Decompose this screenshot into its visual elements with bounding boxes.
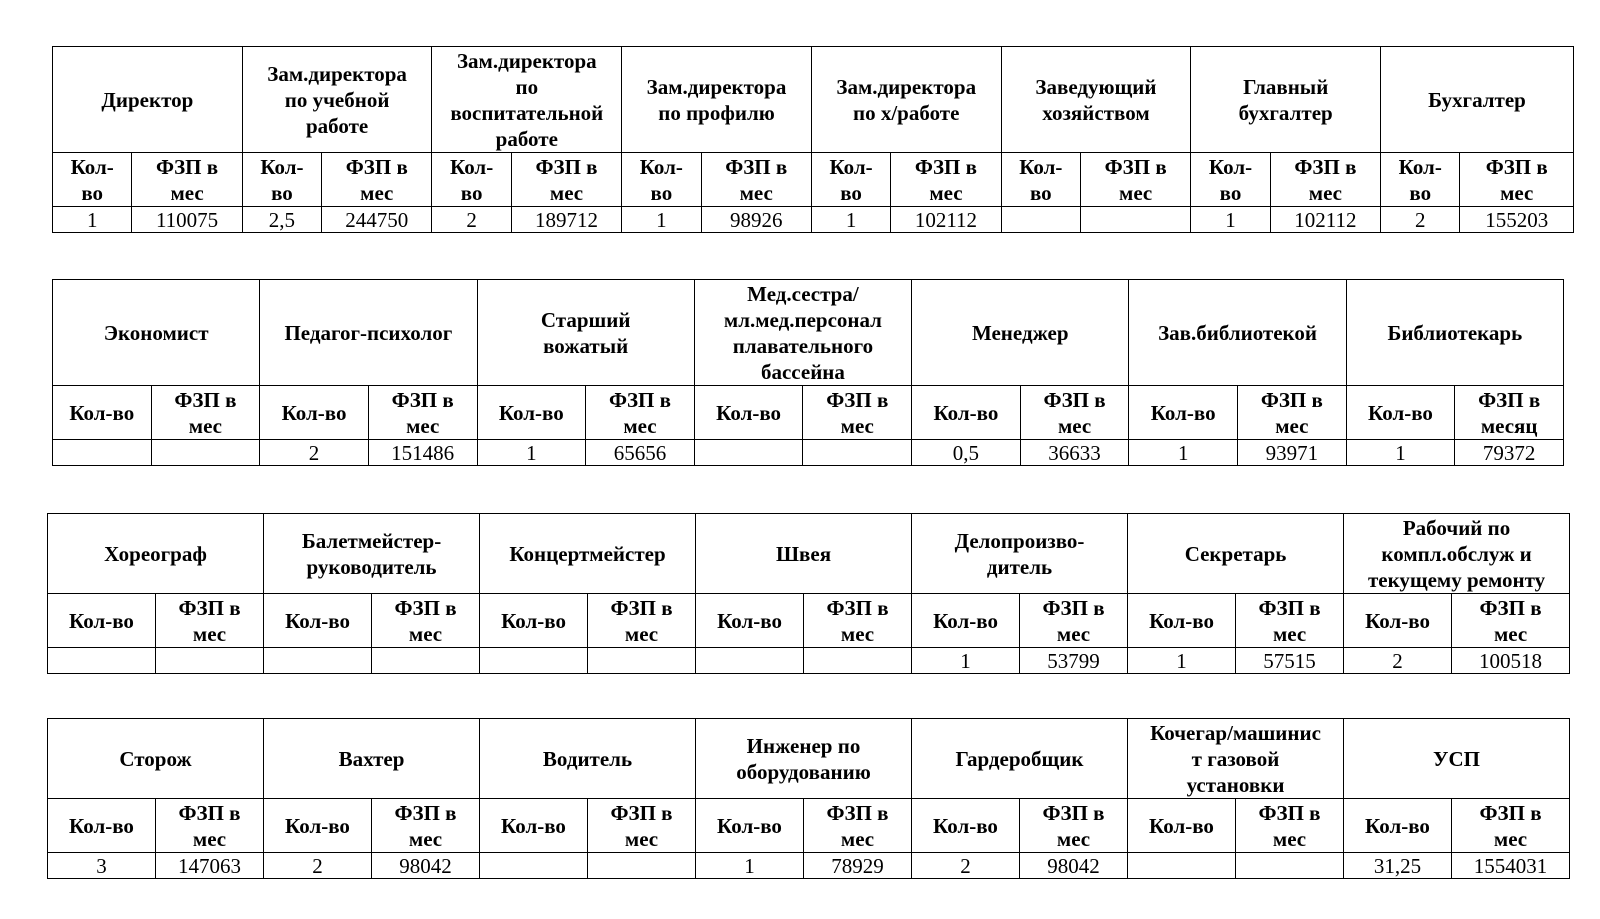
- fzp-header: ФЗП в мес: [1238, 386, 1347, 440]
- qty-header: Кол-во: [264, 799, 372, 853]
- position-header: Главный бухгалтер: [1191, 47, 1381, 153]
- position-header: Водитель: [480, 719, 696, 799]
- qty-header: Кол-во: [480, 799, 588, 853]
- qty-cell: [480, 853, 588, 879]
- position-header: Хореограф: [48, 514, 264, 594]
- fzp-cell: 98042: [372, 853, 480, 879]
- position-header: Зам.директора по профилю: [622, 47, 812, 153]
- qty-header: Кол-во: [694, 386, 803, 440]
- fzp-header: ФЗП в мес: [372, 799, 480, 853]
- position-header: Библиотекарь: [1346, 280, 1563, 386]
- qty-header: Кол- во: [242, 153, 321, 207]
- qty-cell: 1: [622, 207, 701, 233]
- qty-cell: 1: [811, 207, 890, 233]
- position-header: Экономист: [53, 280, 260, 386]
- fzp-header: ФЗП в мес: [1080, 153, 1190, 207]
- qty-header: Кол-во: [912, 386, 1021, 440]
- fzp-header: ФЗП в мес: [1020, 594, 1128, 648]
- qty-cell: 0,5: [912, 440, 1021, 466]
- qty-cell: [1001, 207, 1080, 233]
- qty-header: Кол-во: [1128, 594, 1236, 648]
- qty-cell: 1: [1191, 207, 1270, 233]
- fzp-header: ФЗП в мес: [1020, 799, 1128, 853]
- position-header: Мед.сестра/ мл.мед.персонал плавательного бассейна: [694, 280, 911, 386]
- qty-cell: 2: [432, 207, 511, 233]
- qty-header: Кол- во: [1191, 153, 1270, 207]
- fzp-cell: [588, 853, 696, 879]
- fzp-cell: 93971: [1238, 440, 1347, 466]
- qty-cell: [53, 440, 152, 466]
- fzp-header: ФЗП в месяц: [1455, 386, 1564, 440]
- fzp-header: ФЗП в мес: [588, 594, 696, 648]
- position-header: Старший вожатый: [477, 280, 694, 386]
- qty-header: Кол-во: [1346, 386, 1455, 440]
- fzp-cell: [588, 648, 696, 674]
- fzp-header: ФЗП в мес: [372, 594, 480, 648]
- qty-cell: 2,5: [242, 207, 321, 233]
- qty-header: Кол- во: [1001, 153, 1080, 207]
- fzp-cell: [1236, 853, 1344, 879]
- fzp-cell: 98926: [701, 207, 811, 233]
- fzp-header: ФЗП в мес: [1236, 799, 1344, 853]
- position-header: Гардеробщик: [912, 719, 1128, 799]
- qty-header: Кол- во: [1381, 153, 1460, 207]
- qty-header: Кол-во: [48, 799, 156, 853]
- qty-cell: 2: [1381, 207, 1460, 233]
- fzp-header: ФЗП в мес: [804, 594, 912, 648]
- qty-header: Кол-во: [912, 799, 1020, 853]
- position-header: Бухгалтер: [1381, 47, 1574, 153]
- fzp-header: ФЗП в мес: [156, 594, 264, 648]
- position-header: Зам.директора по х/работе: [811, 47, 1001, 153]
- position-header: Рабочий по компл.обслуж и текущему ремонту: [1344, 514, 1570, 594]
- position-header: Сторож: [48, 719, 264, 799]
- fzp-cell: 151486: [368, 440, 477, 466]
- qty-cell: 1: [1129, 440, 1238, 466]
- fzp-header: ФЗП в мес: [804, 799, 912, 853]
- qty-header: Кол-во: [477, 386, 586, 440]
- qty-cell: 31,25: [1344, 853, 1452, 879]
- fzp-header: ФЗП в мес: [151, 386, 260, 440]
- fzp-header: ФЗП в мес: [1452, 594, 1570, 648]
- fzp-header: ФЗП в мес: [156, 799, 264, 853]
- qty-cell: 1: [53, 207, 132, 233]
- fzp-cell: [372, 648, 480, 674]
- fzp-cell: 110075: [132, 207, 242, 233]
- fzp-header: ФЗП в мес: [322, 153, 432, 207]
- qty-cell: 2: [264, 853, 372, 879]
- fzp-cell: [156, 648, 264, 674]
- position-header: Педагог-психолог: [260, 280, 477, 386]
- qty-cell: [696, 648, 804, 674]
- fzp-header: ФЗП в мес: [1460, 153, 1574, 207]
- fzp-header: ФЗП в мес: [368, 386, 477, 440]
- fzp-cell: 53799: [1020, 648, 1128, 674]
- fzp-header: ФЗП в мес: [588, 799, 696, 853]
- qty-header: Кол-во: [696, 799, 804, 853]
- qty-cell: 2: [1344, 648, 1452, 674]
- position-header: Зам.директора по воспитательной работе: [432, 47, 622, 153]
- position-header: Зав.библиотекой: [1129, 280, 1346, 386]
- qty-header: Кол-во: [53, 386, 152, 440]
- position-header: Балетмейстер- руководитель: [264, 514, 480, 594]
- fzp-cell: [804, 648, 912, 674]
- position-header: УСП: [1344, 719, 1570, 799]
- fzp-cell: 1554031: [1452, 853, 1570, 879]
- fzp-header: ФЗП в мес: [1236, 594, 1344, 648]
- qty-cell: 1: [477, 440, 586, 466]
- position-header: Концертмейстер: [480, 514, 696, 594]
- fzp-header: ФЗП в мес: [803, 386, 912, 440]
- position-header: Заведующий хозяйством: [1001, 47, 1191, 153]
- qty-header: Кол-во: [1128, 799, 1236, 853]
- qty-header: Кол-во: [480, 594, 588, 648]
- position-header: Вахтер: [264, 719, 480, 799]
- qty-header: Кол- во: [622, 153, 701, 207]
- position-header: Секретарь: [1128, 514, 1344, 594]
- qty-header: Кол- во: [811, 153, 890, 207]
- qty-cell: 3: [48, 853, 156, 879]
- qty-header: Кол-во: [696, 594, 804, 648]
- position-header: Менеджер: [912, 280, 1129, 386]
- fzp-cell: 36633: [1020, 440, 1129, 466]
- qty-header: Кол-во: [260, 386, 369, 440]
- staff-table-2: [52, 279, 1564, 466]
- qty-cell: [1128, 853, 1236, 879]
- fzp-cell: 102112: [891, 207, 1001, 233]
- qty-cell: 2: [260, 440, 369, 466]
- staff-table-3: [47, 513, 1570, 674]
- fzp-header: ФЗП в мес: [511, 153, 621, 207]
- fzp-cell: 100518: [1452, 648, 1570, 674]
- fzp-cell: 147063: [156, 853, 264, 879]
- qty-cell: [48, 648, 156, 674]
- position-header: Делопроизво- дитель: [912, 514, 1128, 594]
- position-header: Директор: [53, 47, 243, 153]
- qty-header: Кол-во: [1129, 386, 1238, 440]
- fzp-cell: 155203: [1460, 207, 1574, 233]
- staff-table-1: [52, 46, 1574, 233]
- fzp-header: ФЗП в мес: [701, 153, 811, 207]
- qty-cell: [480, 648, 588, 674]
- fzp-cell: 57515: [1236, 648, 1344, 674]
- fzp-cell: 98042: [1020, 853, 1128, 879]
- staff-table-4: [47, 718, 1570, 879]
- qty-header: Кол-во: [1344, 594, 1452, 648]
- fzp-cell: 189712: [511, 207, 621, 233]
- fzp-cell: [151, 440, 260, 466]
- fzp-header: ФЗП в мес: [586, 386, 695, 440]
- position-header: Кочегар/машинис т газовой установки: [1128, 719, 1344, 799]
- qty-header: Кол- во: [432, 153, 511, 207]
- qty-cell: 1: [1128, 648, 1236, 674]
- fzp-cell: 244750: [322, 207, 432, 233]
- qty-header: Кол-во: [48, 594, 156, 648]
- fzp-cell: [803, 440, 912, 466]
- qty-cell: 2: [912, 853, 1020, 879]
- fzp-header: ФЗП в мес: [891, 153, 1001, 207]
- qty-cell: [694, 440, 803, 466]
- fzp-cell: 65656: [586, 440, 695, 466]
- fzp-header: ФЗП в мес: [132, 153, 242, 207]
- fzp-header: ФЗП в мес: [1270, 153, 1380, 207]
- qty-header: Кол-во: [912, 594, 1020, 648]
- qty-cell: 1: [696, 853, 804, 879]
- fzp-cell: [1080, 207, 1190, 233]
- fzp-cell: 102112: [1270, 207, 1380, 233]
- qty-cell: [264, 648, 372, 674]
- qty-header: Кол-во: [264, 594, 372, 648]
- fzp-cell: 79372: [1455, 440, 1564, 466]
- position-header: Швея: [696, 514, 912, 594]
- qty-header: Кол- во: [53, 153, 132, 207]
- fzp-header: ФЗП в мес: [1452, 799, 1570, 853]
- position-header: Инженер по оборудованию: [696, 719, 912, 799]
- qty-cell: 1: [912, 648, 1020, 674]
- position-header: Зам.директора по учебной работе: [242, 47, 432, 153]
- fzp-header: ФЗП в мес: [1020, 386, 1129, 440]
- qty-header: Кол-во: [1344, 799, 1452, 853]
- fzp-cell: 78929: [804, 853, 912, 879]
- qty-cell: 1: [1346, 440, 1455, 466]
